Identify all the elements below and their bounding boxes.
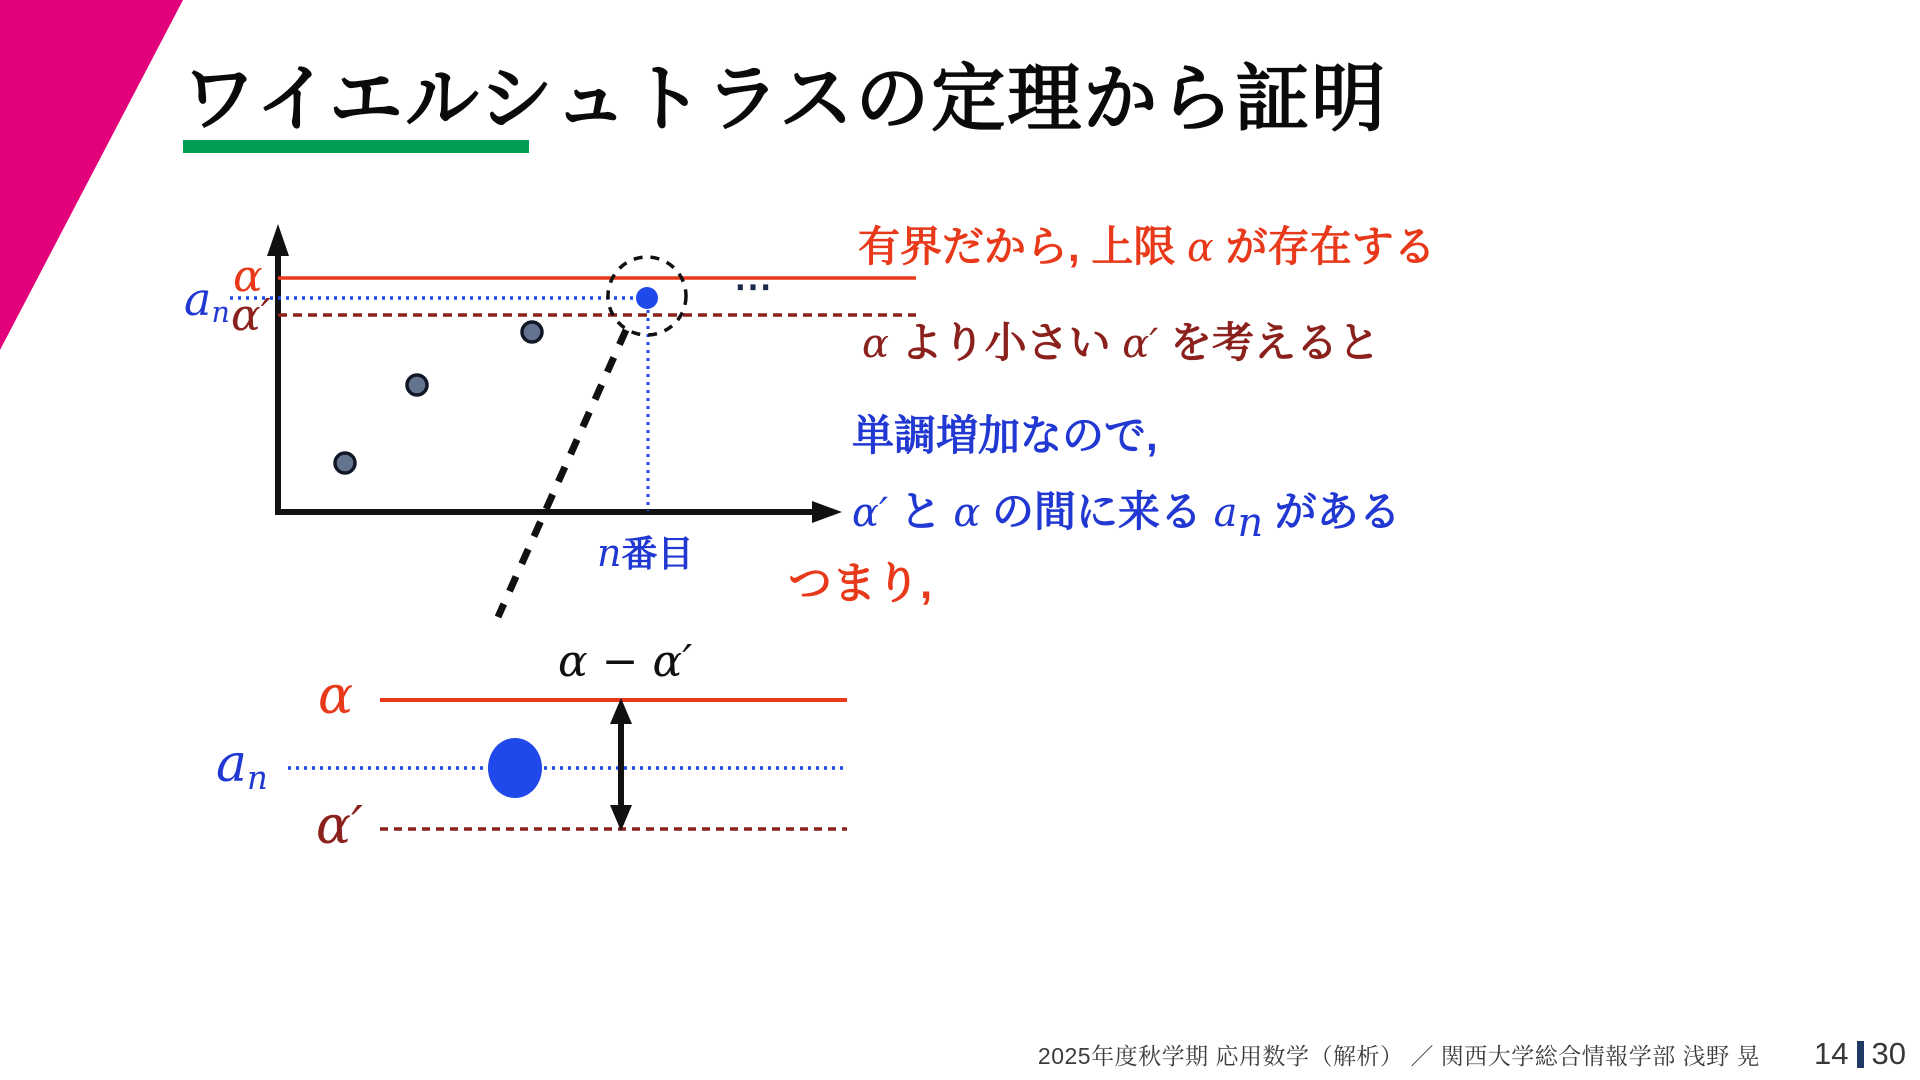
page-current: 14 <box>1814 1036 1849 1071</box>
note-bounded-supremum: 有界だから, 上限 α が存在する <box>858 223 1436 271</box>
title-underline <box>183 140 529 153</box>
sequence-point <box>522 322 542 342</box>
alpha-label: α <box>233 251 263 302</box>
note-monotone-line1: 単調増加なので, <box>852 412 1158 459</box>
nth-point <box>636 287 658 309</box>
gap-arrow-down-icon <box>610 805 632 831</box>
page-total: 30 <box>1871 1036 1906 1071</box>
an-label-2: $a_n$ <box>216 734 268 798</box>
sequence-point <box>407 375 427 395</box>
an-point <box>488 738 542 798</box>
y-axis-arrowhead-icon <box>267 224 289 256</box>
note-monotone-line2: α′ と α の間に来る an がある <box>852 488 1401 546</box>
an-label: $a_n$ <box>184 272 230 330</box>
page-separator-bar <box>1857 1041 1864 1068</box>
alpha-label-2: α <box>318 666 354 726</box>
footer-course-info: 2025年度秋学期 応用数学（解析） ／ 関西大学総合情報学部 浅野 晃 <box>1037 1043 1761 1069</box>
note-thus: つまり, <box>788 559 933 608</box>
page-title: ワイエルシュトラスの定理から証明 <box>182 57 1388 140</box>
sequence-point <box>335 453 355 473</box>
page-indicator <box>1814 1036 1906 1072</box>
alpha-prime-label: α′ <box>231 290 271 341</box>
gap-value-label: α − α′ <box>558 636 693 687</box>
x-axis-arrowhead-icon <box>812 501 842 523</box>
nth-position-label: n番目 <box>597 531 694 575</box>
alpha-prime-label-2: α′ <box>316 796 363 856</box>
ellipsis-dots: ⋯ <box>734 266 774 308</box>
note-consider-alpha-prime: α より小さい α′ を考えると <box>862 319 1380 367</box>
footer <box>1038 1036 1906 1072</box>
